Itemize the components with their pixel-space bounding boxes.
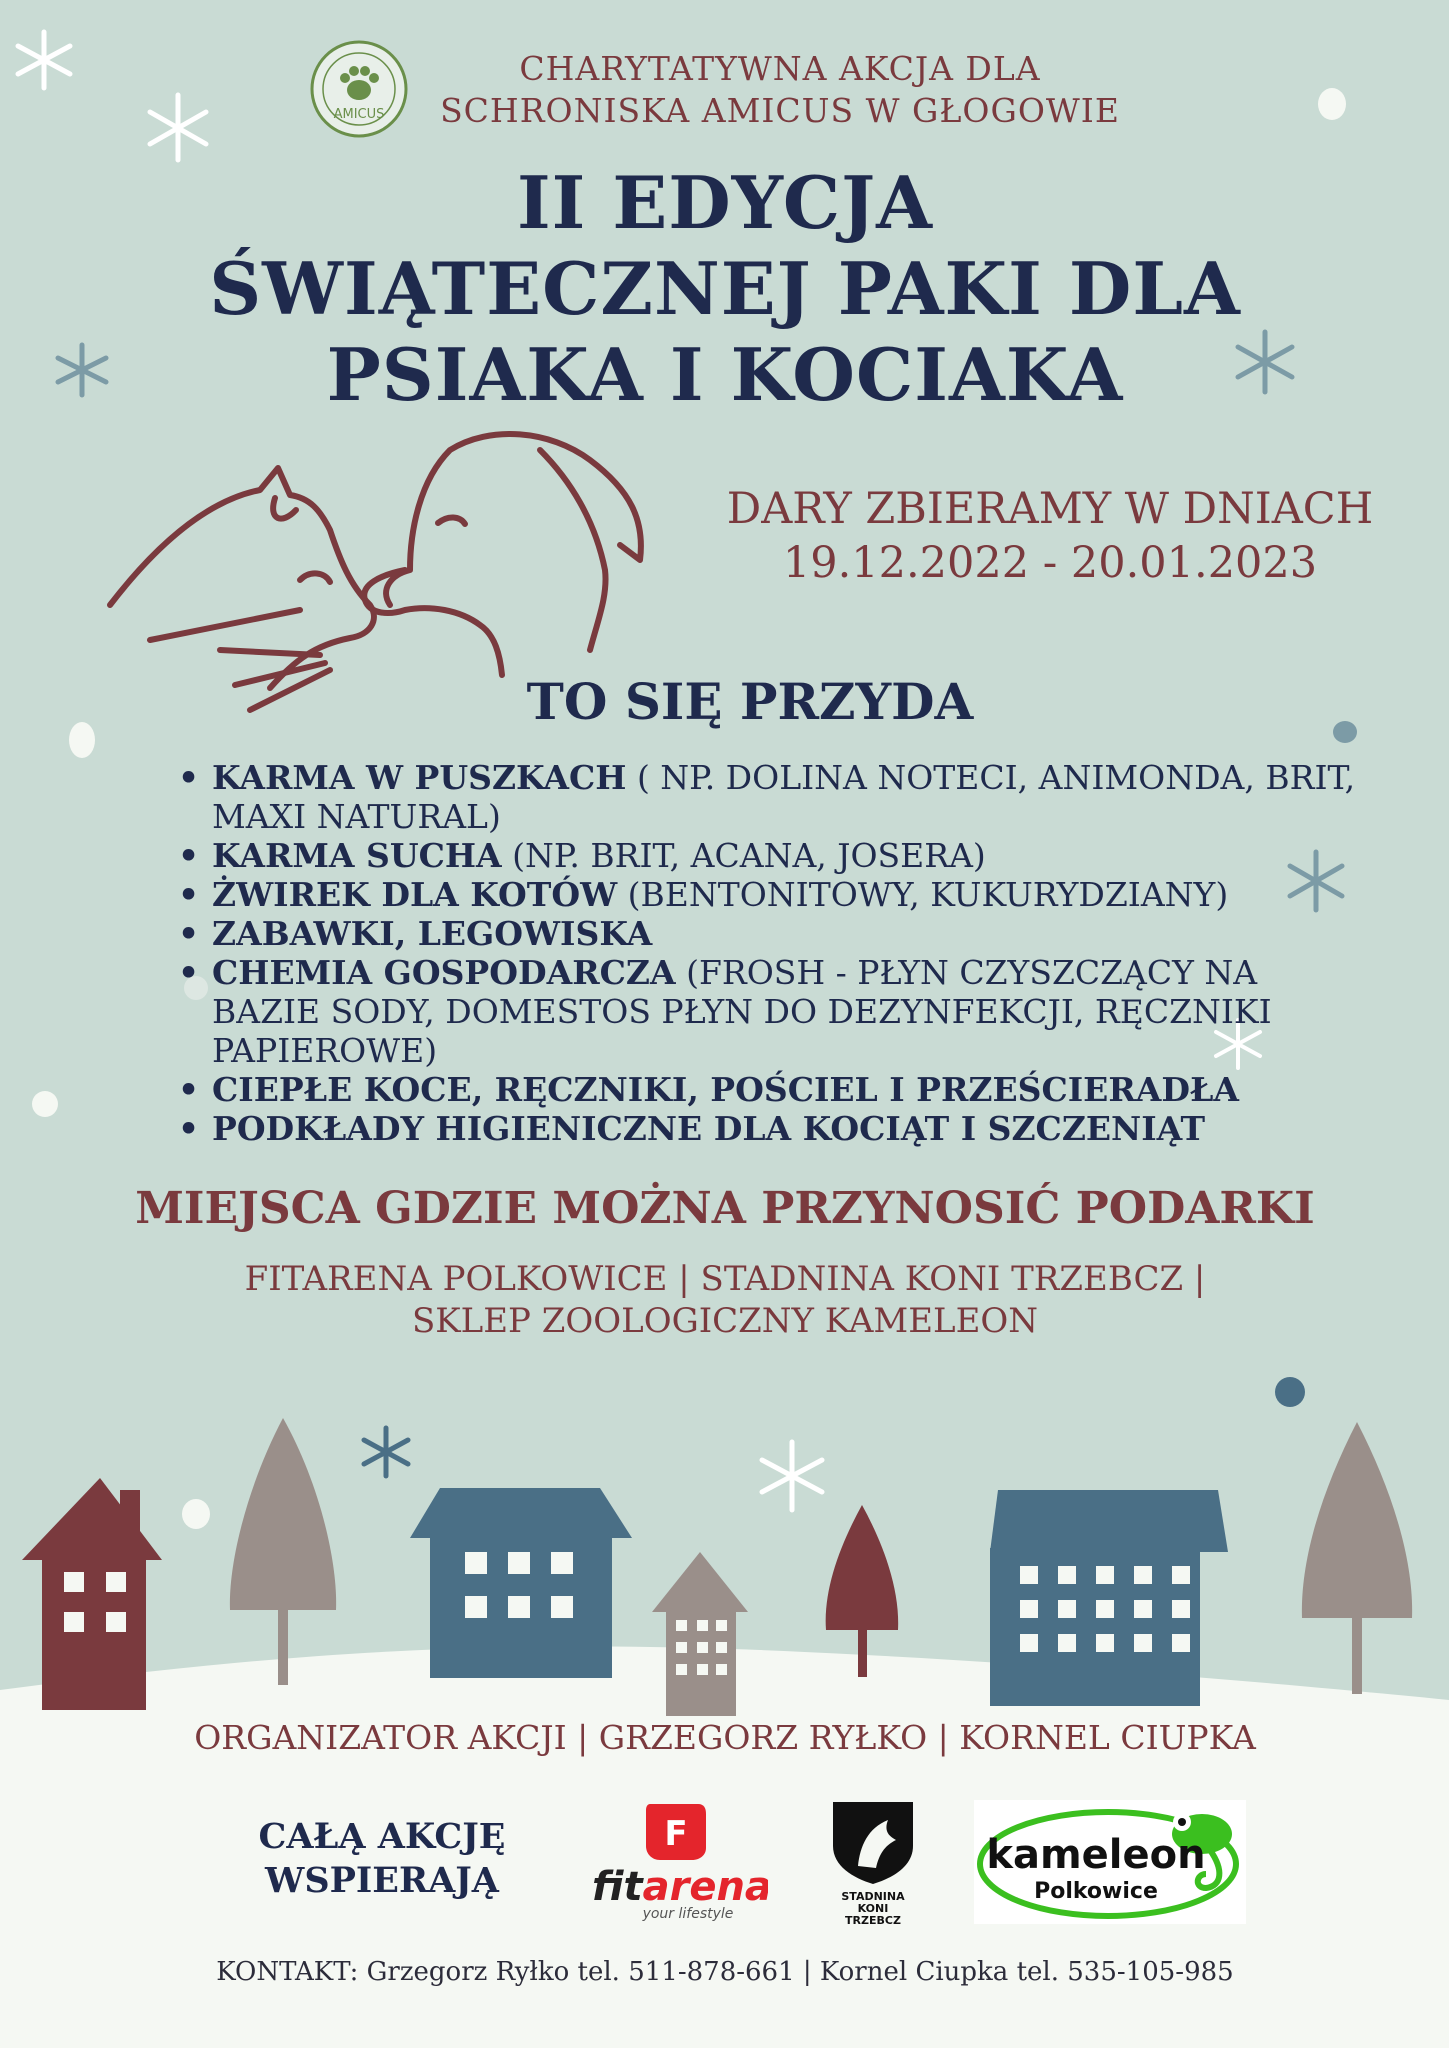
title-line: II EDYCJA — [516, 160, 934, 245]
list-item: • CIEPŁE KOCE, RĘCZNIKI, POŚCIEL I PRZEŚCIERADŁA — [160, 1070, 1360, 1109]
kameleon-name: kameleon — [986, 1832, 1206, 1878]
title-line: ŚWIĄTECZNEJ PAKI DLA — [209, 246, 1241, 331]
stadnina-mark — [818, 1796, 928, 1926]
fitarena-mark — [588, 1800, 768, 1925]
title-line: PSIAKA I KOCIAKA — [326, 332, 1124, 417]
fitarena-name: fitarena — [592, 1864, 768, 1910]
supporters-line: CAŁĄ AKCJĘ — [258, 1816, 506, 1857]
contact-line: KONTAKT: Grzegorz Ryłko tel. 511-878-661 | Kornel Ciupka tel. 535-105-985 — [216, 1957, 1234, 1987]
house-icon — [652, 1552, 748, 1716]
header-line: SCHRONISKA AMICUS W GŁOGOWIE — [440, 91, 1120, 130]
kameleon-mark — [974, 1800, 1246, 1924]
list-item: • CHEMIA GOSPODARCZA (FROSH - PŁYN CZYSZCZĄCY NA BAZIE SODY, DOMESTOS PŁYN DO DEZYNFEKCJI, RĘCZNIKI PAPIEROWE) — [160, 953, 1360, 1070]
tree-icon — [1302, 1422, 1412, 1694]
tree-icon — [826, 1505, 899, 1677]
organizer-line: ORGANIZATOR AKCJI | GRZEGORZ RYŁKO | KORNEL CIUPKA — [194, 1718, 1256, 1757]
house-icon — [22, 1478, 162, 1710]
places-line: SKLEP ZOOLOGICZNY KAMELEON — [411, 1301, 1039, 1341]
logo-text: AMICUS — [333, 107, 385, 122]
list-item: • ŻWIREK DLA KOTÓW (BENTONITOWY, KUKURYDZIANY) — [160, 875, 1360, 914]
needs-heading: TO SIĘ PRZYDA — [526, 672, 974, 731]
stadnina-line: TRZEBCZ — [845, 1914, 901, 1926]
stadnina-logo — [818, 1796, 928, 1926]
kameleon-logo — [974, 1800, 1246, 1924]
building-icon — [410, 1488, 632, 1678]
places-heading: MIEJSCA GDZIE MOŻNA PRZYNOSIĆ PODARKI — [135, 1183, 1315, 1234]
places-line: FITARENA POLKOWICE | STADNINA KONI TRZEBCZ | — [244, 1259, 1206, 1299]
list-item: • PODKŁADY HIGIENICZNE DLA KOCIĄT I SZCZENIĄT — [160, 1109, 1360, 1148]
fitarena-tagline: your lifestyle — [642, 1906, 734, 1922]
dates-range: 19.12.2022 - 20.01.2023 — [782, 538, 1318, 588]
list-item: • KARMA SUCHA (NP. BRIT, ACANA, JOSERA) — [160, 836, 1360, 875]
dates-label: DARY ZBIERAMY W DNIACH — [726, 484, 1374, 534]
list-item: • KARMA W PUSZKACH ( NP. DOLINA NOTECI, ANIMONDA, BRIT, MAXI NATURAL) — [160, 758, 1360, 836]
list-item: • ZABAWKI, LEGOWISKA — [160, 914, 1360, 953]
fitarena-icon-letter: F — [664, 1814, 688, 1854]
stadnina-line: STADNINA — [841, 1890, 905, 1903]
tree-icon — [230, 1418, 336, 1685]
supporters-line: WSPIERAJĄ — [265, 1860, 499, 1901]
stadnina-line: KONI — [857, 1902, 889, 1915]
supporters-label — [232, 1815, 532, 1903]
fitarena-logo — [588, 1800, 768, 1925]
kameleon-sub: Polkowice — [1034, 1879, 1158, 1904]
header-line: CHARYTATYWNA AKCJA DLA — [519, 49, 1041, 88]
building-icon — [990, 1490, 1228, 1706]
